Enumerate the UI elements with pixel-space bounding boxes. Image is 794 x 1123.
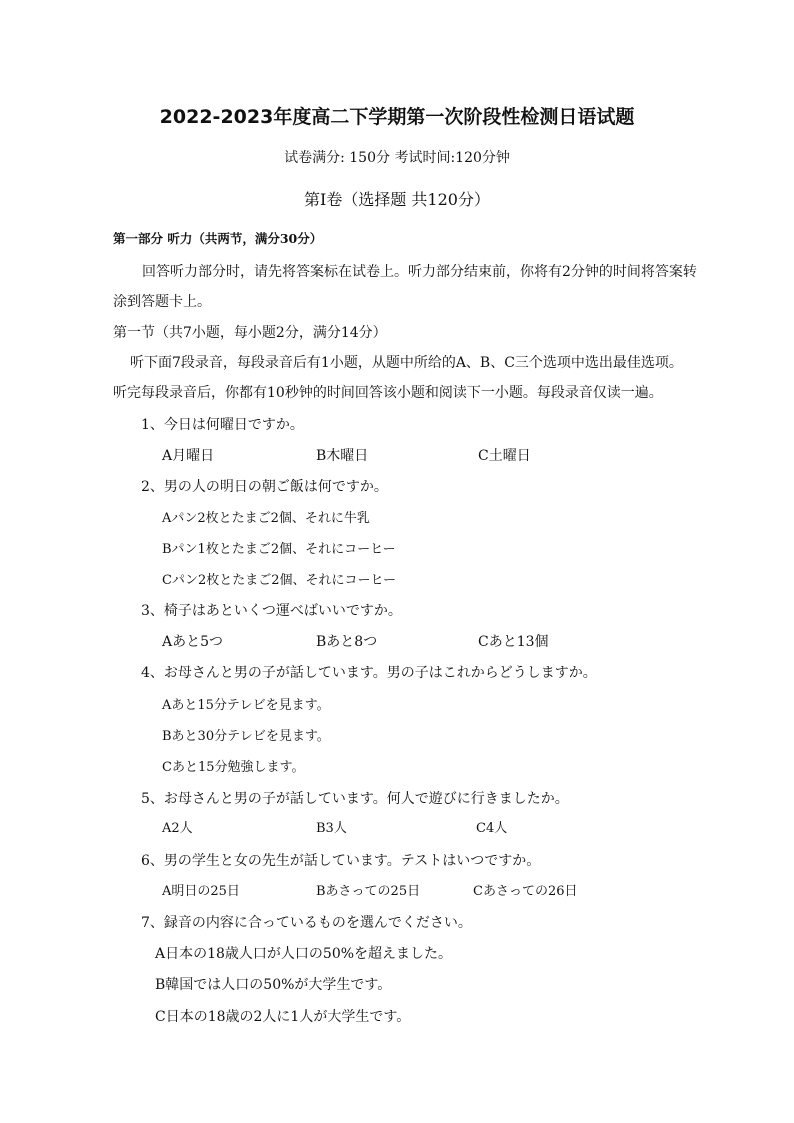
question-3-stem: 3、椅子はあといくつ運べばいいですか。 <box>141 603 402 619</box>
question-1-option-b[interactable]: B木曜日 <box>316 448 369 464</box>
question-4-option-c[interactable]: Cあと15分勉強します。 <box>162 760 305 775</box>
question-6-stem: 6、男の学生と女の先生が話しています。テストはいつですか。 <box>141 853 541 869</box>
question-4-option-b[interactable]: Bあと30分テレビを見ます。 <box>162 729 330 744</box>
question-6-option-c[interactable]: Cあさっての26日 <box>473 884 578 899</box>
question-1-stem: 1、今日は何曜日ですか。 <box>141 417 304 433</box>
volume-heading: 第Ⅰ卷（选择题 共120分） <box>304 190 490 209</box>
question-6-option-a[interactable]: A明日の25日 <box>162 884 240 899</box>
question-2-stem: 2、男の人の明日の朝ご飯は何ですか。 <box>141 479 388 495</box>
exam-title: 2022-2023年度高二下学期第一次阶段性检测日语试题 <box>159 106 635 128</box>
question-6-option-b[interactable]: Bあさっての25日 <box>316 884 421 899</box>
instruction-line-2: 涂到答题卡上。 <box>113 294 211 310</box>
question-7-option-b[interactable]: B韓国では人口の50%が大学生です。 <box>155 977 392 993</box>
part-heading: 第一部分 听力（共两节，满分30分） <box>113 231 323 246</box>
section-instruction-2: 听完每段录音后，你都有10秒钟的时间回答该小题和阅读下一小题。每段录音仅读一遍。 <box>113 385 663 401</box>
section-heading: 第一节（共7小题，每小题2分，满分14分） <box>113 325 387 341</box>
section-instruction-1: 听下面7段录音，每段录音后有1小题，从题中所给的A、B、C三个选项中选出最佳选项。 <box>130 355 683 371</box>
question-2-option-a[interactable]: Aパン2枚とたまご2個、それに牛乳 <box>162 511 370 526</box>
question-1-option-c[interactable]: C土曜日 <box>478 448 531 464</box>
question-2-option-c[interactable]: Cパン2枚とたまご2個、それにコーヒー <box>162 573 396 588</box>
question-5-option-c[interactable]: C4人 <box>476 821 508 836</box>
question-5-option-a[interactable]: A2人 <box>162 821 193 836</box>
question-4-stem: 4、お母さんと男の子が話しています。男の子はこれからどうしますか。 <box>141 665 597 681</box>
question-7-option-c[interactable]: C日本の18歳の2人に1人が大学生です。 <box>155 1009 411 1025</box>
exam-meta: 试卷满分: 150分 考试时间:120分钟 <box>284 150 510 166</box>
question-7-stem: 7、録音の内容に合っているものを選んでください。 <box>141 915 472 931</box>
question-7-option-a[interactable]: A日本の18歳人口が人口の50%を超えました。 <box>155 946 453 962</box>
question-2-option-b[interactable]: Bパン1枚とたまご2個、それにコーヒー <box>162 542 396 557</box>
instruction-line-1: 回答听力部分时，请先将答案标在试卷上。听力部分结束前，你将有2分钟的时间将答案转 <box>142 264 697 280</box>
question-5-stem: 5、お母さんと男の子が話しています。何人で遊びに行きましたか。 <box>141 791 569 807</box>
question-5-option-b[interactable]: B3人 <box>316 821 347 836</box>
question-3-option-a[interactable]: Aあと5つ <box>162 634 224 650</box>
question-1-option-a[interactable]: A月曜日 <box>162 448 215 464</box>
question-4-option-a[interactable]: Aあと15分テレビを見ます。 <box>162 698 330 713</box>
question-3-option-b[interactable]: Bあと8つ <box>316 634 378 650</box>
question-3-option-c[interactable]: Cあと13個 <box>478 634 549 650</box>
